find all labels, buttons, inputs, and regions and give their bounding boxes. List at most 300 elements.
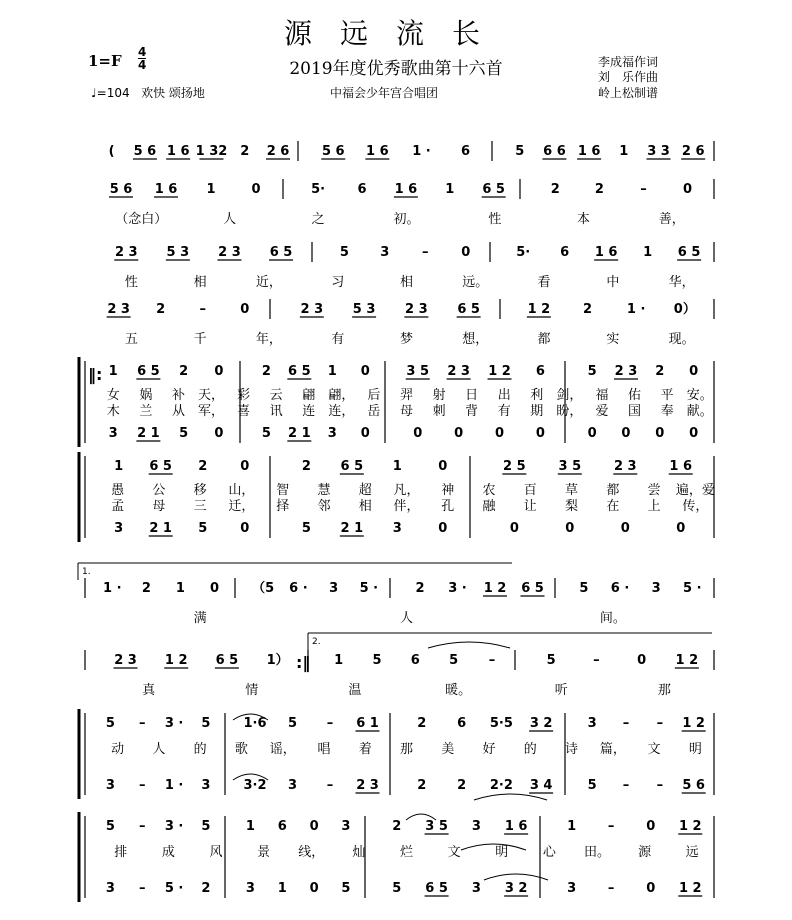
note-group: 0） [673,302,696,317]
note-group: 0 [461,245,471,260]
lyric-syllable: 的 [523,742,537,757]
note-group: 3 [380,245,390,260]
volta-number-second: 2. [312,637,321,647]
note-group: 6 5 [215,653,239,668]
note-group: 1 · [626,302,646,317]
lower-voice-note: – [607,881,615,896]
note-group: 5 [201,716,211,731]
lyric-syllable: 国 [628,404,642,419]
note-group: 1 6 [166,144,190,159]
note-group: 2 [156,302,166,317]
note-group: 6 [535,364,545,379]
note-group: 2 [655,364,665,379]
note-group: 6 · [289,581,308,596]
lyric-syllable: 羿 [399,388,414,403]
volta-number-first: 1. [82,567,91,577]
note-group: 6 5 [288,364,311,379]
lyric-syllable: 动 [111,742,125,757]
lyric-syllable: 日 [465,388,479,403]
note-group: 5 [372,653,382,668]
lower-voice-note: 3·2 [243,778,267,793]
lyric-syllable: 邻 [317,499,331,514]
lyric-syllable: 初。 [393,212,420,227]
lyric-syllable: 人 [152,742,166,757]
lyric-syllable: 相 [399,275,414,290]
lower-voice-note: 1 · [164,778,184,793]
lower-voice-note: 2 [201,881,211,896]
lyric-syllable: 梨 [565,499,579,514]
lyric-syllable: 千 [193,332,207,347]
lower-voice-note: 1 [277,881,287,896]
note-group: 6 5 [340,459,364,474]
lyric-syllable: 择 [276,499,290,514]
note-group: 2 [198,459,208,474]
note-group: 3 3 [647,144,670,159]
note-group: 2 3 [300,302,324,317]
lower-voice-note: 5 6 [682,778,705,793]
lower-voice-note: – [139,881,146,896]
note-group: 3 · [164,716,184,731]
note-group: 1 2 [678,819,702,834]
note-group: 3 2 [529,716,553,731]
lyric-syllable: 满 [193,611,207,626]
note-group: 5 [201,819,211,834]
note-group: 5· [516,245,531,260]
lower-voice-note: – [622,778,630,793]
note-group: 3 5 [425,819,448,834]
lyric-syllable: 梦 [399,332,414,347]
lower-voice-note: 5 [261,426,271,441]
lyric-syllable: 慧 [317,483,331,498]
lyric-syllable: 善， [658,212,685,227]
lyric-syllable: （念白） [115,212,168,227]
lyric-syllable: 线， [298,845,325,860]
lower-voice-note: 0 [495,426,505,441]
lyric-syllable: 远。 [462,275,489,290]
lyric-syllable: 军， [198,404,225,419]
note-group: 1 32 [195,144,228,159]
lower-voice-note: 5 [587,778,597,793]
composer-credit: 刘 乐作曲 [598,70,659,84]
lyric-syllable: 射 [432,388,446,403]
lower-voice-note: 0 [620,521,630,536]
note-group: 3 [341,819,351,834]
lyric-syllable: 在 [606,499,620,514]
note-group: 6 5 [482,182,505,197]
lyric-syllable: 翩 [302,388,316,403]
lyric-syllable: 明 [495,845,509,860]
time-signature-top: 4 [138,45,147,59]
lyric-syllable: 连， [328,404,355,419]
note-group: 2 [594,182,604,197]
lyric-syllable: 母 [152,499,166,514]
lower-voice-note: 0 [689,426,699,441]
lower-voice-note: 0 [454,426,464,441]
lyric-syllable: 从 [171,404,185,419]
repeat-start-sign: ‖: [88,365,103,384]
lyric-syllable: 唱 [317,742,331,757]
note-group: 1·6 [243,716,267,731]
lyric-syllable: 超 [358,483,372,498]
lyric-syllable: 华， [668,275,695,290]
note-group: 5 3 [166,245,190,260]
note-group: 0 [214,364,224,379]
lyric-syllable: 让 [523,499,537,514]
note-group: 1 6 [594,245,618,260]
note-group: 6 5 [677,245,701,260]
note-group: 0 [251,182,261,197]
lower-voice-note: 0 [438,521,448,536]
lyric-syllable: 愚 [111,483,125,498]
note-group: 1 6 [394,182,418,197]
lyric-syllable: 遍，爱 [675,483,715,498]
lyric-syllable: 好 [482,742,496,757]
note-group: 6 1 [356,716,379,731]
note-group: 2 [550,182,560,197]
note-group: 0 [240,302,250,317]
lyric-syllable: 云 [269,388,283,403]
note-group: – [488,653,496,668]
note-group: 3 [587,716,597,731]
note-group: 5 6 [133,144,157,159]
note-group: 5 [546,653,556,668]
lyric-syllable: 孟 [111,499,125,514]
note-group: 6 [410,653,420,668]
note-group: 2 6 [266,144,290,159]
lyric-syllable: 融 [482,499,496,514]
lyric-syllable: 神 [441,483,455,498]
note-group: 6 5 [457,302,480,317]
note-group: 3 [651,581,661,596]
note-group: 1 2 [483,581,507,596]
lower-voice-note: 0 [214,426,224,441]
note-group: – [607,819,615,834]
lower-voice-note: 2 3 [356,778,379,793]
note-group: （5 [252,581,275,596]
engraver-credit: 岭上松制谱 [598,86,659,100]
lyric-syllable: 灿 [352,845,366,860]
note-group: 2 3 [447,364,470,379]
note-group: 1 6 [504,819,528,834]
lyric-syllable: 相 [358,499,372,514]
lower-voice-note: 0 [240,521,250,536]
lower-voice-note: 0 [535,426,545,441]
note-group: 6 [461,144,471,159]
lower-voice-note: 3 [245,881,255,896]
tempo-mark: ♩=104 [91,86,130,100]
note-group: 5 6 [109,182,133,197]
lower-voice-note: 3 [567,881,577,896]
lyric-syllable: 都 [537,332,551,347]
lower-voice-note: 3 [471,881,481,896]
note-group: 6 [560,245,570,260]
lyric-syllable: 佑 [628,388,642,403]
note-group: 1 [445,182,455,197]
note-group: 6 [357,182,367,197]
lyric-syllable: 彩 [237,388,251,403]
lyric-syllable: 温 [348,683,362,698]
note-group: 3 [471,819,481,834]
lyric-syllable: 明 [688,742,702,757]
note-group: 1 6 [154,182,178,197]
lower-voice-note: 3 4 [529,778,553,793]
lyric-syllable: 年， [255,332,282,347]
note-group: 1 2 [675,653,699,668]
lyric-syllable: 盼， [556,404,583,419]
lyric-syllable: 成 [161,845,175,860]
lyric-syllable: 兰 [139,404,153,419]
lower-voice-note: 3 2 [504,881,528,896]
lyric-syllable: 爱 [595,404,609,419]
lyric-syllable: 移 [193,483,207,498]
note-group: 2 3 [613,459,637,474]
lower-voice-note: 2 [417,778,427,793]
note-group: 5 · [683,581,702,596]
note-group: – [422,245,429,260]
note-group: 5 [105,819,115,834]
lyric-syllable: 美 [441,742,455,757]
lower-voice-note: 5 [179,426,189,441]
lyric-syllable: 奉 [660,404,674,419]
note-group: 1 [206,182,216,197]
lower-voice-note: 3 [201,778,211,793]
note-group: 6 5 [521,581,544,596]
lyric-syllable: 伴， [393,499,420,514]
lower-voice-note: 0 [587,426,597,441]
lyric-syllable: 献。 [686,404,713,419]
lyric-syllable: 都 [606,483,620,498]
note-group: 0 [438,459,448,474]
note-group: 5 [579,581,589,596]
note-group: 2 [261,364,271,379]
note-group: 2 [301,459,311,474]
lyric-syllable: 人 [399,611,414,626]
lyric-syllable: 实 [606,332,620,347]
note-group: 3 [329,581,339,596]
lyric-syllable: 文 [447,845,461,860]
lyric-syllable: 安。 [686,388,713,403]
note-group: 3 · [448,581,467,596]
note-group: 5 [339,245,349,260]
lyric-syllable: 性 [124,275,138,290]
note-group: 0 [689,364,699,379]
lyric-syllable: 中 [606,275,620,290]
note-group: 1 [114,459,124,474]
lower-voice-note: 5 [301,521,311,536]
note-group: 0 [646,819,656,834]
note-group: 5 · [359,581,379,596]
lyric-syllable: 孔 [441,499,455,514]
note-group: 2 [417,716,427,731]
note-group: 0 [637,653,647,668]
note-group: 2 [179,364,189,379]
lyric-syllable: 听 [554,683,568,698]
lyric-syllable: 篇， [599,742,626,757]
lyric-syllable: 看 [537,275,551,290]
lyric-syllable: 农 [482,483,496,498]
lyric-syllable: 出 [497,388,511,403]
lyric-syllable: 传， [682,499,709,514]
lyric-syllable: 五 [124,332,138,347]
lyric-syllable: 补 [171,388,185,403]
lower-voice-note: 2 1 [288,426,311,441]
tie-slur [484,874,548,880]
note-group: 2 6 [681,144,705,159]
lower-voice-note: 0 [646,881,656,896]
lyric-syllable: 草 [565,483,579,498]
tie-slur [474,794,547,800]
lyric-syllable: 人 [223,212,237,227]
note-group: – [640,182,647,197]
note-group: 1 · [412,144,431,159]
lower-voice-note: 3 [327,426,337,441]
lyric-syllable: 之 [311,212,325,227]
note-group: 1 [567,819,577,834]
lyric-syllable: 福 [595,388,609,403]
note-group: 5 [105,716,115,731]
lower-voice-note: 0 [676,521,686,536]
lyric-syllable: 连 [302,404,316,419]
subtitle: 2019年度优秀歌曲第十六首 [289,59,503,79]
note-group: 0 [683,182,693,197]
note-group: 6 [457,716,467,731]
note-group: 1 [327,364,337,379]
lyric-syllable: 刺 [432,404,446,419]
note-group: – [139,716,146,731]
lower-voice-note: 3 [105,881,115,896]
note-group: 1 [643,245,653,260]
note-group: 2 [240,144,250,159]
lyric-syllable: 剑， [556,388,583,403]
lower-voice-note: 0 [309,881,319,896]
lower-voice-note: 0 [565,521,575,536]
tie-slur [428,642,510,648]
note-group: 3 · [164,819,184,834]
note-group: – [139,819,146,834]
lyric-syllable: 着 [358,742,372,757]
lower-voice-note: 0 [360,426,370,441]
lyric-syllable: 女 [106,388,120,403]
lower-voice-note: – [326,778,334,793]
note-group: 0 [309,819,319,834]
lower-voice-note: 3 [114,521,124,536]
lyricist-credit: 李成福作词 [598,55,659,69]
lyric-syllable: 排 [114,845,128,860]
note-group: 1） [266,653,289,668]
lyric-syllable: 公 [152,483,166,498]
lyric-syllable: 远 [685,845,699,860]
note-group: 1 · [103,581,122,596]
lyric-syllable: 暖。 [445,683,472,698]
lower-voice-note: 5 [392,881,402,896]
lyric-syllable: 那 [399,742,414,757]
lower-voice-note: 3 [287,778,298,793]
lower-voice-note: 3 [392,521,402,536]
note-group: 2 [141,581,151,596]
lower-voice-note: 6 5 [425,881,448,896]
note-group: 1 [245,819,255,834]
lyric-syllable: 背 [465,404,479,419]
lyric-syllable: 尝 [647,483,661,498]
lyric-syllable: 期 [530,404,544,419]
lyric-syllable: 凡， [393,483,420,498]
note-group: 2 [415,581,425,596]
note-group: 1 [619,144,629,159]
note-group: – [199,302,206,317]
lyric-syllable: 平 [660,388,674,403]
note-group: 6 6 [543,144,566,159]
time-signature-bottom: 4 [138,58,147,72]
lyric-syllable: 想， [462,332,489,347]
note-group: 6 5 [137,364,160,379]
note-group: 3 5 [558,459,582,474]
note-group: 6 5 [269,245,293,260]
lower-voice-note: 2 1 [149,521,172,536]
note-group: – [326,716,334,731]
note-group: 1 6 [577,144,601,159]
note-group: 0 [240,459,250,474]
lyric-syllable: 迁， [228,499,255,514]
lyric-syllable: 间。 [599,611,626,626]
note-group: 3 5 [406,364,430,379]
lyric-syllable: 风 [209,845,223,860]
note-group: – [593,653,600,668]
lyric-syllable: 三 [193,499,207,514]
lyric-syllable: 景 [257,845,271,860]
note-group: 6 5 [149,459,172,474]
lyric-syllable: 情 [245,683,259,698]
lyric-syllable: 那 [657,683,671,698]
note-group: 6 · [610,581,630,596]
note-group: ( [108,144,115,159]
note-group: 5 6 [321,144,345,159]
lower-voice-note: 0 [509,521,519,536]
note-group: 2 3 [218,245,241,260]
note-group: 5 [587,364,597,379]
lyric-syllable: 翩， [328,388,355,403]
note-group: 2 [392,819,402,834]
key-signature: 1=F [88,52,122,70]
lyric-syllable: 相 [193,275,207,290]
lower-voice-note: 2 1 [137,426,160,441]
lower-voice-note: 2 1 [340,521,364,536]
repeat-end-sign: :‖ [296,653,311,672]
lyric-syllable: 百 [523,483,537,498]
lyric-syllable: 有 [497,404,511,419]
note-group: 2 [583,302,593,317]
lyric-syllable: 文 [647,742,661,757]
note-group: 2 3 [405,302,428,317]
lyric-syllable: 烂 [399,845,414,860]
note-group: 1 [175,581,185,596]
lyric-syllable: 上 [647,499,661,514]
note-group: 5 3 [352,302,376,317]
lyric-syllable: 利 [530,388,544,403]
lower-voice-note: 0 [413,426,423,441]
note-group: 2 3 [114,245,138,260]
lyric-syllable: 本 [576,212,590,227]
lower-voice-note: – [139,778,146,793]
lyric-syllable: 真 [142,683,156,698]
lower-voice-note: 5 [341,881,351,896]
note-group: 5 [287,716,298,731]
note-group: 6 [277,819,287,834]
note-group: 1 2 [682,716,705,731]
lower-voice-note: 5 · [164,881,184,896]
lyric-syllable: 讯 [269,404,283,419]
note-group: 0 [210,581,220,596]
note-group: 1 [392,459,402,474]
